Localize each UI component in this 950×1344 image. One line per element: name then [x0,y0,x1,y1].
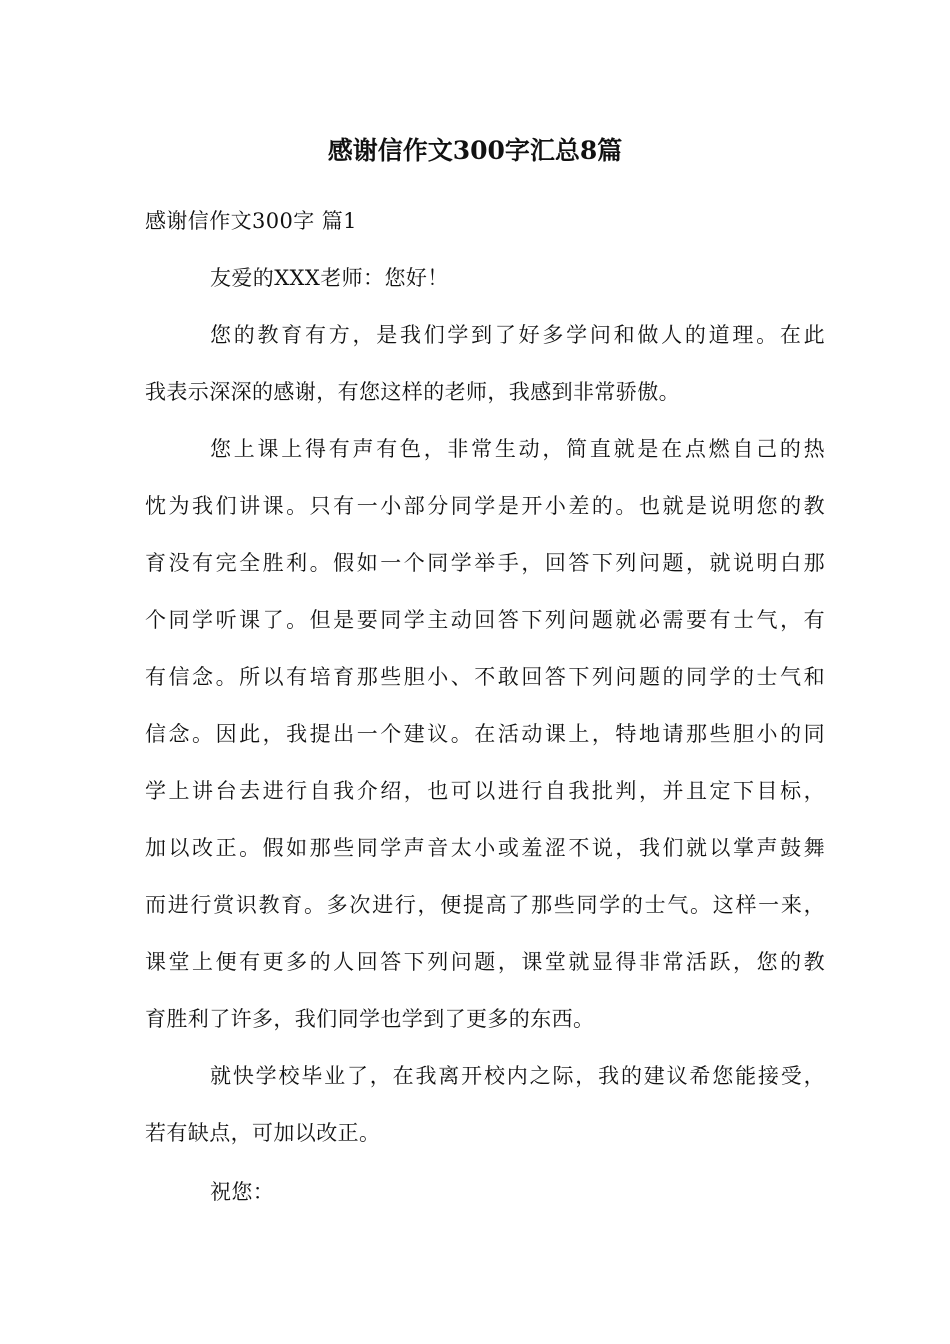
paragraph-line: 若有缺点，可加以改正。 [145,1121,381,1145]
greeting-line: 友爱的XXX老师：您好！ [210,266,449,290]
paragraph-line: 信念。因此，我提出一个建议。在活动课上，特地请那些胆小的同 [145,722,825,746]
paragraph-line: 个同学听课了。但是要同学主动回答下列问题就必需要有士气，有 [145,608,825,632]
paragraph-line: 我表示深深的感谢，有您这样的老师，我感到非常骄傲。 [145,380,680,404]
paragraph-line: 育胜利了许多，我们同学也学到了更多的东西。 [145,1007,595,1031]
paragraph-line: 您的教育有方，是我们学到了好多学问和做人的道理。在此 [210,323,825,347]
closing-line: 祝您： [210,1180,275,1204]
document-title: 感谢信作文300字汇总8篇 [327,136,623,165]
section-heading: 感谢信作文300字 篇1 [145,209,357,233]
paragraph-line: 学上讲台去进行自我介绍，也可以进行自我批判，并且定下目标， [145,779,825,803]
paragraph-line: 加以改正。假如那些同学声音太小或羞涩不说，我们就以掌声鼓舞 [145,836,825,860]
paragraph-line: 有信念。所以有培育那些胆小、不敢回答下列问题的同学的士气和 [145,665,825,689]
paragraph-line: 而进行赏识教育。多次进行，便提高了那些同学的士气。这样一来， [145,893,825,917]
paragraph-line: 育没有完全胜利。假如一个同学举手，回答下列问题，就说明白那 [145,551,825,575]
paragraph-line: 您上课上得有声有色，非常生动，简直就是在点燃自己的热 [210,437,825,461]
paragraph-line: 就快学校毕业了，在我离开校内之际，我的建议希您能接受， [210,1064,825,1088]
paragraph-line: 忱为我们讲课。只有一小部分同学是开小差的。也就是说明您的教 [145,494,825,518]
paragraph-line: 课堂上便有更多的人回答下列问题，课堂就显得非常活跃，您的教 [145,950,825,974]
